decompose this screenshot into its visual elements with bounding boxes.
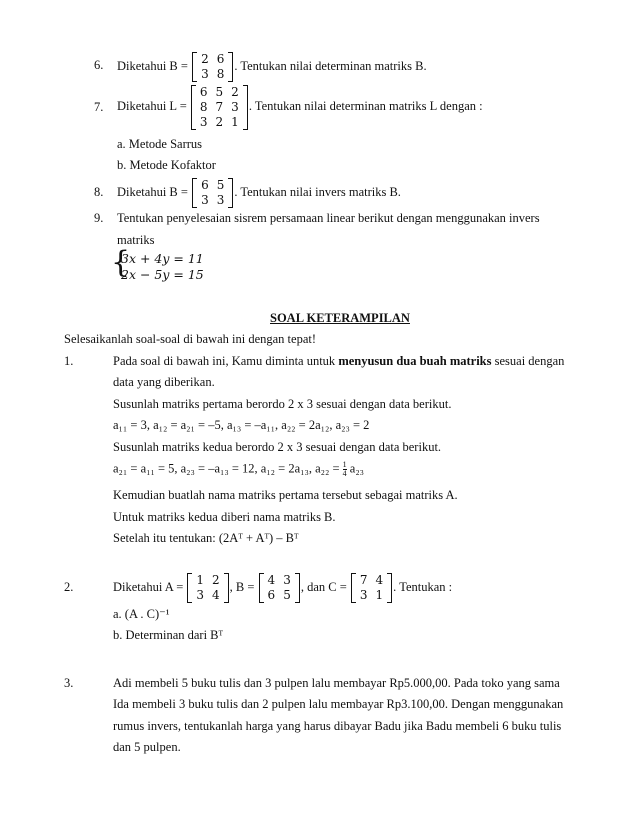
skill-1-line-4: a₁₁ = 3, a₁₂ = a₂₁ = –5, a₁₃ = –a₁₁, a₂₂ = 2a₁₂, a₂₃ = 2 — [113, 418, 370, 432]
matrix-cell: 5 — [215, 84, 224, 99]
matrix-row — [264, 573, 295, 588]
matrix-row — [196, 100, 243, 115]
skill-3-line-4: dan 5 pulpen. — [113, 740, 181, 754]
skill-2-number: 2. — [64, 580, 74, 594]
matrix-cell: 2 — [215, 114, 224, 129]
section-title: SOAL KETERAMPILAN — [270, 311, 410, 325]
question-8-suffix: . Tentukan nilai invers matriks B. — [234, 185, 401, 199]
matrix-cell: 6 — [199, 84, 208, 99]
matrix-cell: 7 — [215, 99, 224, 114]
skill-2-b-label: , B = — [229, 580, 255, 594]
matrix-cell: 3 — [283, 573, 291, 588]
matrix-row — [197, 178, 228, 193]
question-8-prefix: Diketahui B = — [117, 185, 188, 199]
question-6-number: 6. — [94, 58, 104, 72]
matrix-l — [191, 85, 248, 130]
question-8 — [117, 176, 401, 208]
skill-2 — [113, 571, 452, 603]
matrix-cell: 7 — [359, 573, 368, 588]
matrix-row — [197, 67, 228, 82]
question-7-number: 7. — [94, 100, 104, 114]
question-7-prefix: Diketahui L = — [117, 99, 187, 113]
matrix-cell: 4 — [375, 573, 384, 588]
matrix-cell: 5 — [283, 588, 291, 603]
matrix-row — [264, 588, 295, 603]
matrix-cell: 8 — [199, 99, 208, 114]
skill-3-line-1: Adi membeli 5 buku tulis dan 3 pulpen lalu membayar Rp5.000,00. Pada toko yang sama — [113, 676, 560, 690]
matrix-row — [356, 573, 387, 588]
skill-1-line-1-bold: menyusun dua buah matriks — [338, 354, 492, 368]
skill-2-prefix: Diketahui A = — [113, 580, 184, 594]
skill-1-line-1-a: Pada soal di bawah ini, Kamu diminta untuk — [113, 354, 339, 368]
matrix-cell: 6 — [201, 178, 209, 193]
skill-1-line-1 — [113, 354, 564, 369]
matrix-row — [197, 193, 228, 208]
skill-1-number: 1. — [64, 354, 74, 368]
matrix-cell: 6 — [216, 52, 225, 67]
skill-2-suffix: . Tentukan : — [393, 580, 453, 594]
equation-2: 2𝑥 − 5𝑦 = 15 — [121, 267, 204, 282]
matrix-b-2 — [192, 178, 233, 208]
matrix-cell: 1 — [375, 588, 384, 603]
matrix-row — [196, 85, 243, 100]
matrix-cell: 3 — [201, 193, 209, 208]
matrix-cell: 2 — [231, 84, 239, 99]
question-7 — [117, 82, 483, 130]
equation-1: 3𝑥 + 4𝑦 = 11 — [121, 251, 204, 266]
skill-3-line-2: Ida membeli 3 buku tulis dan 2 pulpen lalu membayar Rp3.100,00. Dengan menggunakan — [113, 697, 564, 711]
fraction-denominator: 4 — [342, 469, 347, 478]
matrix-row — [356, 588, 387, 603]
skill-1-line-6-text: a₂₁ = a₁₁ = 5, a₂₃ = –a₁₃ = 12, a₁₂ = 2a₁₃, a₂₂ = — [113, 461, 340, 476]
matrix-cell: 3 — [201, 67, 209, 82]
matrix-cell: 2 — [201, 52, 209, 67]
question-7-option-a: a. Metode Sarrus — [117, 137, 203, 151]
skill-2-c-label: , dan C = — [300, 580, 347, 594]
matrix-cell: 1 — [231, 114, 239, 129]
fraction-numerator: 1 — [342, 460, 347, 469]
question-6-suffix: . Tentukan nilai determinan matriks B. — [234, 59, 427, 73]
skill-1-line-7: Kemudian buatlah nama matriks pertama tersebut sebagai matriks A. — [113, 488, 458, 502]
skill-1-line-1-c: sesuai dengan — [491, 354, 565, 368]
question-9-number: 9. — [94, 211, 104, 225]
question-9-line-1: Tentukan penyelesaian sisrem persamaan linear berikut dengan menggunakan invers — [117, 211, 540, 225]
skill-1-line-9: Setelah itu tentukan: (2Aᵀ + Aᵀ) – Bᵀ — [113, 531, 299, 545]
matrix-b-3 — [259, 573, 300, 603]
question-8-number: 8. — [94, 185, 104, 199]
matrix-a — [187, 573, 228, 603]
matrix-cell: 3 — [216, 193, 225, 208]
matrix-cell: 5 — [216, 178, 225, 193]
skill-2-option-b: b. Determinan dari Bᵀ — [113, 628, 224, 642]
matrix-cell: 1 — [196, 573, 205, 588]
skill-1-line-8: Untuk matriks kedua diberi nama matriks B. — [113, 510, 336, 524]
skill-3-number: 3. — [64, 676, 74, 690]
matrix-cell: 4 — [212, 588, 220, 603]
system-brace: { — [111, 245, 131, 280]
question-7-option-b: b. Metode Kofaktor — [117, 158, 216, 172]
matrix-cell: 3 — [199, 114, 208, 129]
fraction-quarter — [343, 461, 347, 478]
skill-1-line-6-end: a₂₃ — [349, 461, 365, 476]
matrix-row — [196, 115, 243, 130]
matrix-row — [192, 588, 223, 603]
matrix-c — [351, 573, 392, 603]
skill-1-line-6 — [113, 461, 364, 478]
matrix-cell: 8 — [216, 67, 225, 82]
matrix-cell: 4 — [267, 573, 276, 588]
question-6-prefix: Diketahui B = — [117, 59, 188, 73]
skill-2-option-a: a. (A . C)⁻¹ — [113, 607, 170, 621]
matrix-row — [197, 52, 228, 67]
matrix-b — [192, 52, 233, 82]
skill-1-line-2: data yang diberikan. — [113, 375, 215, 389]
skill-1-line-5: Susunlah matriks kedua berordo 2 x 3 sesuai dengan data berikut. — [113, 440, 442, 454]
matrix-cell: 3 — [359, 588, 368, 603]
question-7-suffix: . Tentukan nilai determinan matriks L dengan : — [248, 99, 483, 113]
matrix-cell: 6 — [267, 588, 276, 603]
matrix-cell: 3 — [231, 99, 239, 114]
skill-3-line-3: rumus invers, tentukanlah harga yang harus dibayar Badu jika Badu membeli 6 buku tulis — [113, 719, 562, 733]
matrix-row — [192, 573, 223, 588]
matrix-cell: 2 — [212, 573, 220, 588]
matrix-cell: 3 — [196, 588, 205, 603]
question-9-line-2: matriks — [117, 233, 155, 247]
question-6 — [117, 51, 427, 82]
skill-1-line-3: Susunlah matriks pertama berordo 2 x 3 sesuai dengan data berikut. — [113, 397, 452, 411]
instruction: Selesaikanlah soal-soal di bawah ini dengan tepat! — [64, 332, 317, 346]
